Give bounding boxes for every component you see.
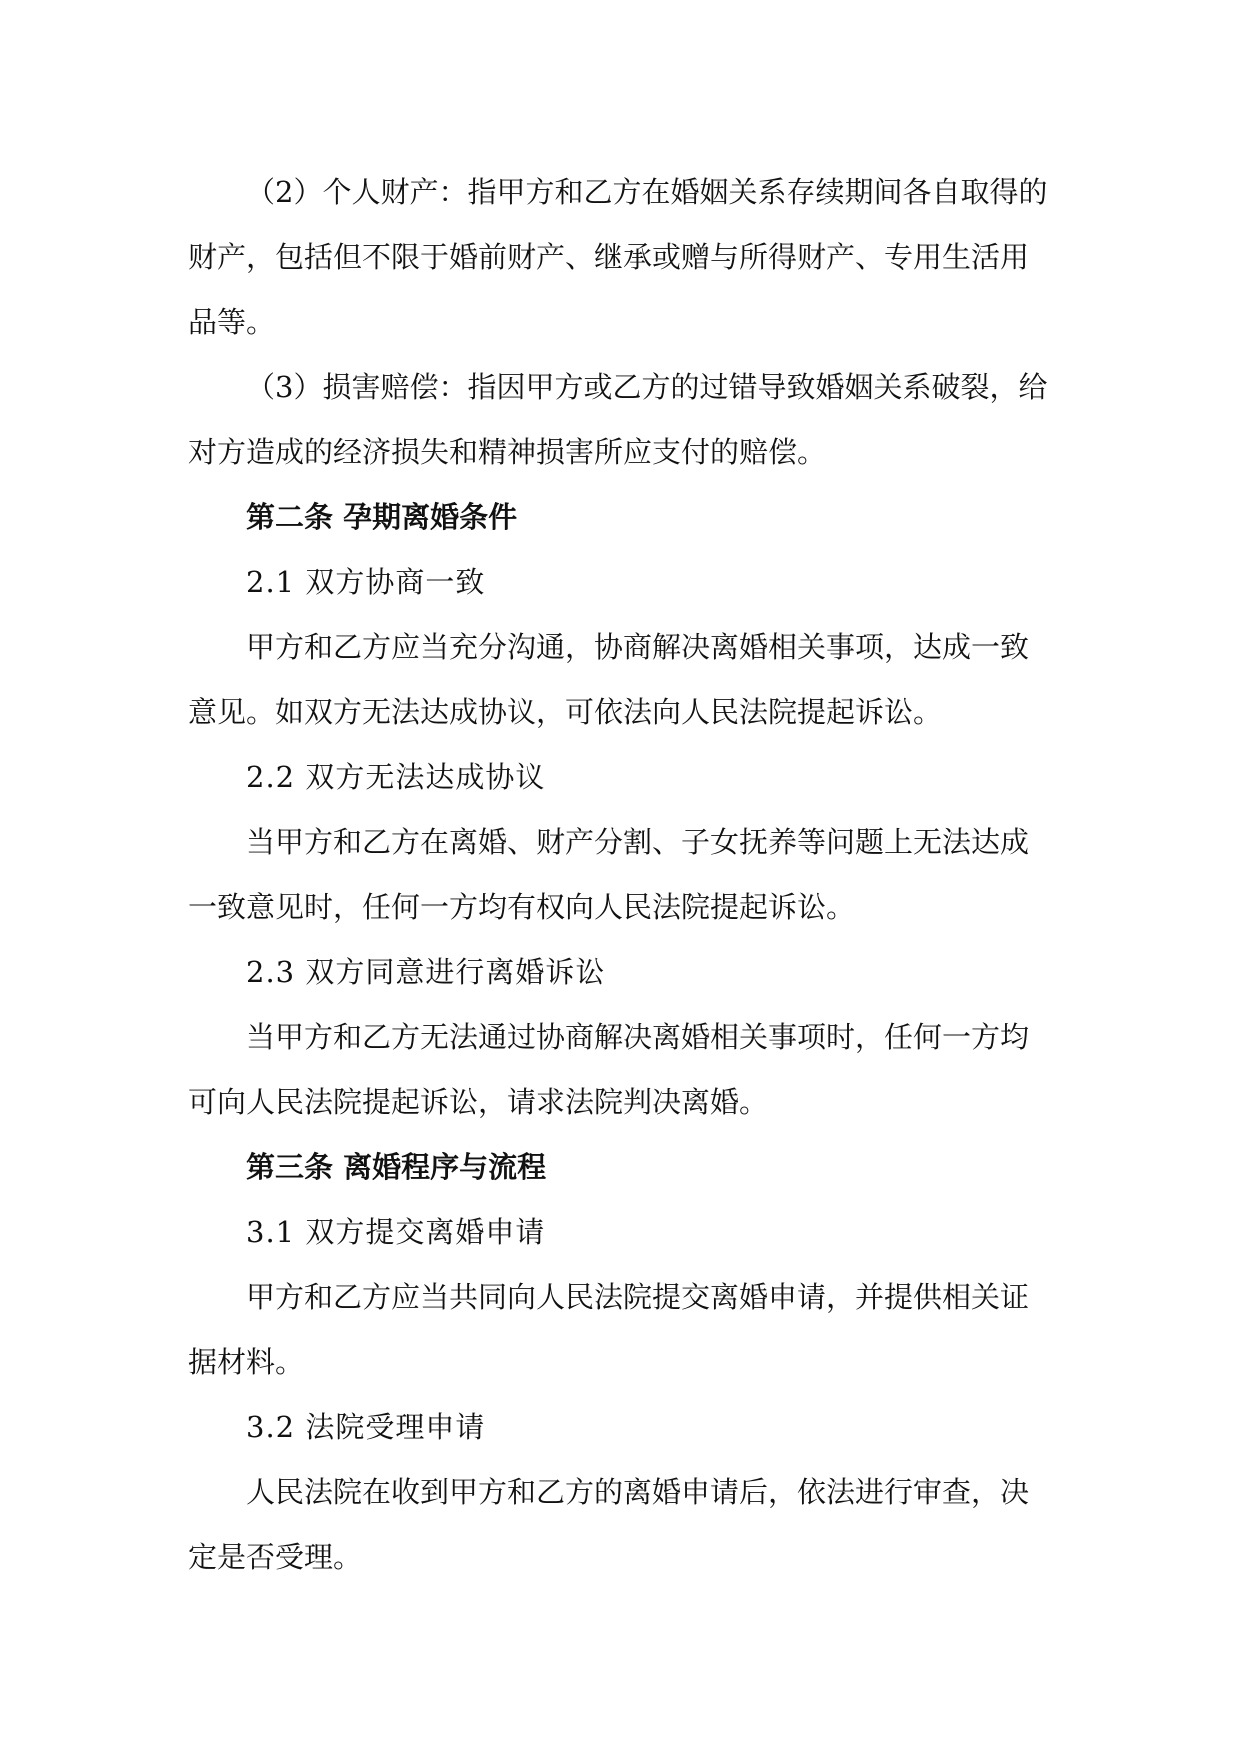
section-heading-article-3: 第三条 离婚程序与流程 — [246, 1150, 547, 1184]
subsection-3-1: 3.1 双方提交离婚申请 — [246, 1215, 546, 1249]
paragraph-personal-property: （2）个人财产：指甲方和乙方在婚姻关系存续期间各自取得的财产，包括但不限于婚前财产、继承或赠与所得财产、专用生活用品等。 — [188, 175, 1048, 339]
paragraph-3-1: 甲方和乙方应当共同向人民法院提交离婚申请，并提供相关证据材料。 — [188, 1280, 1030, 1379]
subsection-2-2: 2.2 双方无法达成协议 — [246, 760, 546, 794]
paragraph-3-2: 人民法院在收到甲方和乙方的离婚申请后，依法进行审查，决定是否受理。 — [188, 1475, 1030, 1574]
paragraph-2-2: 当甲方和乙方在离婚、财产分割、子女抚养等问题上无法达成一致意见时，任何一方均有权向人民法院提起诉讼。 — [188, 825, 1030, 924]
paragraph-2-1: 甲方和乙方应当充分沟通，协商解决离婚相关事项，达成一致意见。如双方无法达成协议，可依法向人民法院提起诉讼。 — [188, 630, 1030, 729]
subsection-3-2: 3.2 法院受理申请 — [246, 1410, 486, 1444]
document-body — [188, 160, 1052, 1590]
subsection-2-3: 2.3 双方同意进行离婚诉讼 — [246, 955, 606, 989]
subsection-2-1: 2.1 双方协商一致 — [246, 565, 486, 599]
paragraph-2-3: 当甲方和乙方无法通过协商解决离婚相关事项时，任何一方均可向人民法院提起诉讼，请求法院判决离婚。 — [188, 1020, 1030, 1119]
paragraph-damage-compensation: （3）损害赔偿：指因甲方或乙方的过错导致婚姻关系破裂，给对方造成的经济损失和精神损害所应支付的赔偿。 — [188, 370, 1048, 469]
section-heading-article-2: 第二条 孕期离婚条件 — [246, 500, 518, 534]
